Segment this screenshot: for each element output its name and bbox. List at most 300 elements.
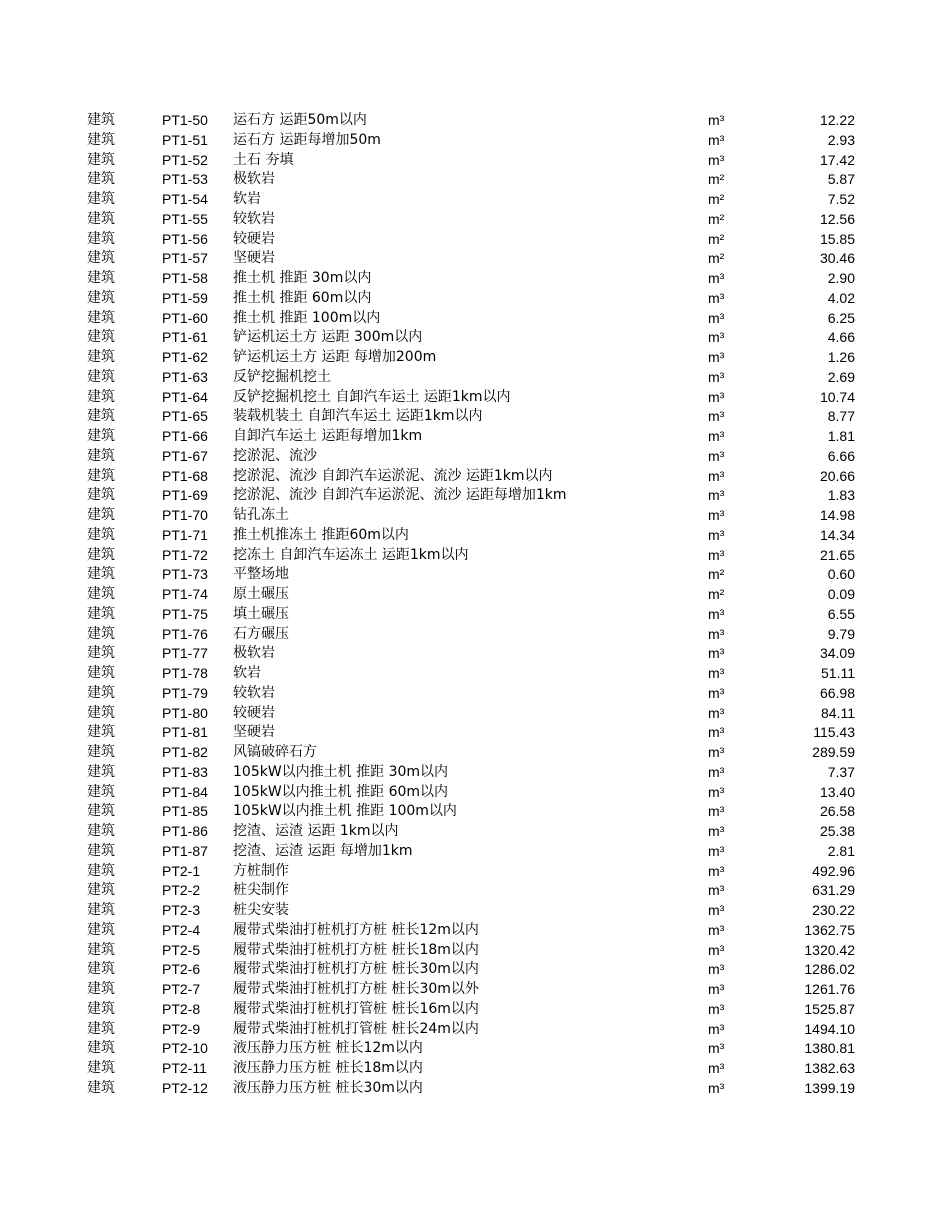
code-cell: PT2-12 [162, 1079, 208, 1096]
description-cell: 液压静力压方桩 桩长18m以内 [233, 1060, 423, 1076]
category-cell: 建筑 [87, 586, 115, 602]
table-row [0, 407, 950, 427]
price-cell: 12.56 [819, 210, 855, 227]
description-cell: 液压静力压方桩 桩长30m以内 [233, 1079, 423, 1096]
category-cell: 建筑 [87, 921, 115, 938]
table-row [0, 941, 950, 961]
table-row [0, 309, 950, 329]
code-cell: PT1-74 [162, 586, 208, 602]
code-cell: PT1-66 [162, 428, 208, 444]
code-cell: PT2-3 [162, 902, 201, 918]
unit-cell: m³ [708, 408, 725, 425]
unit-cell: m³ [708, 921, 725, 938]
description-cell: 软岩 [233, 191, 261, 207]
description-cell: 桩尖制作 [233, 882, 289, 899]
description-cell: 坚硬岩 [233, 724, 275, 741]
category-cell: 建筑 [87, 447, 115, 464]
category-cell: 建筑 [87, 981, 115, 997]
code-cell: PT2-2 [162, 882, 201, 899]
description-cell: 极软岩 [233, 645, 275, 662]
code-cell: PT1-51 [162, 131, 208, 148]
unit-cell: m³ [708, 546, 725, 563]
category-cell: 建筑 [87, 151, 115, 168]
description-cell: 反铲挖掘机挖土 [233, 368, 331, 385]
unit-cell: m³ [708, 526, 725, 543]
price-cell: 7.52 [827, 191, 855, 207]
table-row [0, 625, 950, 645]
category-cell: 建筑 [87, 704, 115, 721]
description-cell: 极软岩 [233, 171, 275, 188]
price-cell: 1380.81 [804, 1040, 855, 1057]
description-cell: 挖淤泥、流沙 [233, 447, 317, 464]
table-row [0, 664, 950, 684]
price-cell: 1362.75 [804, 921, 855, 938]
price-cell: 12.22 [819, 112, 855, 128]
table-row [0, 802, 950, 822]
unit-cell: m³ [708, 665, 725, 681]
table-row [0, 526, 950, 546]
table-row [0, 822, 950, 842]
table-row [0, 210, 950, 230]
code-cell: PT1-77 [162, 645, 208, 662]
category-cell: 建筑 [87, 289, 115, 306]
price-cell: 230.22 [812, 902, 855, 918]
unit-cell: m³ [708, 151, 725, 168]
table-row [0, 328, 950, 348]
unit-cell: m³ [708, 1060, 725, 1076]
table-row [0, 1020, 950, 1040]
unit-cell: m³ [708, 112, 725, 128]
table-row [0, 131, 950, 151]
description-cell: 105kW以内推土机 推距 30m以内 [233, 763, 449, 780]
price-cell: 1286.02 [804, 961, 855, 978]
unit-cell: m³ [708, 803, 725, 820]
table-row [0, 1059, 950, 1079]
category-cell: 建筑 [87, 349, 115, 365]
price-cell: 0.09 [827, 586, 855, 602]
description-cell: 反铲挖掘机挖土 自卸汽车运土 运距1km以内 [233, 388, 511, 405]
code-cell: PT1-84 [162, 783, 208, 800]
price-cell: 631.29 [812, 882, 855, 899]
table-row [0, 506, 950, 526]
category-cell: 建筑 [87, 645, 115, 662]
description-cell: 较软岩 [233, 210, 275, 227]
code-cell: PT1-76 [162, 625, 208, 642]
description-cell: 较软岩 [233, 684, 275, 701]
description-cell: 推土机 推距 60m以内 [233, 289, 372, 306]
table-row [0, 111, 950, 131]
description-cell: 液压静力压方桩 桩长12m以内 [233, 1040, 423, 1057]
category-cell: 建筑 [87, 270, 115, 286]
table-row [0, 684, 950, 704]
description-cell: 运石方 运距每增加50m [233, 131, 381, 148]
price-cell: 1261.76 [804, 981, 855, 997]
unit-cell: m³ [708, 625, 725, 642]
table-row [0, 447, 950, 467]
category-cell: 建筑 [87, 803, 115, 820]
code-cell: PT1-54 [162, 191, 208, 207]
category-cell: 建筑 [87, 783, 115, 800]
code-cell: PT1-68 [162, 467, 208, 484]
unit-cell: m³ [708, 882, 725, 899]
description-cell: 土石 夯填 [233, 151, 294, 168]
code-cell: PT2-11 [162, 1060, 207, 1076]
unit-cell: m² [708, 230, 725, 247]
code-cell: PT1-82 [162, 744, 208, 760]
table-row [0, 348, 950, 368]
price-cell: 34.09 [819, 645, 855, 662]
unit-cell: m³ [708, 467, 725, 484]
category-cell: 建筑 [87, 1000, 115, 1017]
price-cell: 7.37 [827, 763, 855, 780]
code-cell: PT1-59 [162, 289, 208, 306]
price-cell: 13.40 [819, 783, 855, 800]
unit-cell: m² [708, 250, 725, 267]
table-row [0, 644, 950, 664]
unit-cell: m² [708, 210, 725, 227]
unit-cell: m³ [708, 388, 725, 405]
unit-cell: m³ [708, 763, 725, 780]
unit-cell: m³ [708, 862, 725, 879]
category-cell: 建筑 [87, 1040, 115, 1057]
unit-cell: m³ [708, 368, 725, 385]
description-cell: 履带式柴油打桩机打管桩 桩长24m以内 [233, 1020, 479, 1037]
code-cell: PT1-86 [162, 823, 208, 839]
category-cell: 建筑 [87, 842, 115, 859]
price-cell: 2.90 [827, 270, 855, 286]
unit-cell: m³ [708, 605, 725, 622]
table-row [0, 565, 950, 585]
unit-cell: m² [708, 191, 725, 207]
unit-cell: m³ [708, 684, 725, 701]
unit-cell: m³ [708, 131, 725, 148]
description-cell: 较硬岩 [233, 230, 275, 247]
code-cell: PT2-9 [162, 1020, 201, 1037]
description-cell: 原土碾压 [233, 586, 289, 602]
unit-cell: m³ [708, 1079, 725, 1096]
price-cell: 10.74 [819, 388, 855, 405]
code-cell: PT2-8 [162, 1000, 201, 1017]
category-cell: 建筑 [87, 191, 115, 207]
price-cell: 2.93 [827, 131, 855, 148]
category-cell: 建筑 [87, 665, 115, 681]
price-cell: 6.55 [827, 605, 855, 622]
table-row [0, 1000, 950, 1020]
price-cell: 15.85 [819, 230, 855, 247]
table-row [0, 1079, 950, 1099]
unit-cell: m³ [708, 349, 725, 365]
table-row [0, 368, 950, 388]
code-cell: PT1-69 [162, 487, 208, 504]
price-cell: 1399.19 [804, 1079, 855, 1096]
description-cell: 挖冻土 自卸汽车运冻土 运距1km以内 [233, 546, 469, 563]
table-row [0, 427, 950, 447]
description-cell: 桩尖安装 [233, 902, 289, 918]
category-cell: 建筑 [87, 329, 115, 346]
price-cell: 14.98 [819, 507, 855, 523]
unit-cell: m³ [708, 961, 725, 978]
price-cell: 51.11 [821, 665, 855, 681]
category-cell: 建筑 [87, 961, 115, 978]
category-cell: 建筑 [87, 605, 115, 622]
code-cell: PT1-81 [162, 724, 208, 741]
price-cell: 2.81 [827, 842, 855, 859]
table-row [0, 743, 950, 763]
unit-cell: m³ [708, 329, 725, 346]
description-cell: 履带式柴油打桩机打方桩 桩长18m以内 [233, 941, 479, 958]
price-table [0, 111, 950, 1099]
code-cell: PT1-56 [162, 230, 208, 247]
description-cell: 推土机 推距 100m以内 [233, 309, 381, 326]
code-cell: PT1-63 [162, 368, 208, 385]
price-cell: 4.02 [827, 289, 855, 306]
description-cell: 坚硬岩 [233, 250, 275, 267]
price-cell: 6.66 [827, 447, 855, 464]
price-cell: 1320.42 [804, 941, 855, 958]
unit-cell: m³ [708, 902, 725, 918]
description-cell: 挖渣、运渣 运距 每增加1km [233, 842, 413, 859]
code-cell: PT1-87 [162, 842, 208, 859]
code-cell: PT1-62 [162, 349, 208, 365]
category-cell: 建筑 [87, 210, 115, 227]
category-cell: 建筑 [87, 131, 115, 148]
category-cell: 建筑 [87, 625, 115, 642]
table-row [0, 230, 950, 250]
category-cell: 建筑 [87, 882, 115, 899]
description-cell: 钻孔冻土 [233, 507, 289, 523]
unit-cell: m³ [708, 447, 725, 464]
unit-cell: m³ [708, 941, 725, 958]
category-cell: 建筑 [87, 428, 115, 444]
category-cell: 建筑 [87, 1060, 115, 1076]
code-cell: PT1-83 [162, 763, 208, 780]
price-cell: 2.69 [827, 368, 855, 385]
description-cell: 105kW以内推土机 推距 60m以内 [233, 783, 449, 800]
price-cell: 14.34 [819, 526, 855, 543]
code-cell: PT1-67 [162, 447, 208, 464]
code-cell: PT1-73 [162, 566, 208, 583]
price-cell: 1.83 [827, 487, 855, 504]
price-cell: 0.60 [827, 566, 855, 583]
code-cell: PT1-79 [162, 684, 208, 701]
unit-cell: m³ [708, 428, 725, 444]
table-row [0, 901, 950, 921]
price-cell: 6.25 [827, 309, 855, 326]
code-cell: PT2-10 [162, 1040, 208, 1057]
price-cell: 4.66 [827, 329, 855, 346]
unit-cell: m³ [708, 507, 725, 523]
category-cell: 建筑 [87, 1079, 115, 1096]
price-cell: 1382.63 [804, 1060, 855, 1076]
price-cell: 1.81 [827, 428, 855, 444]
table-row [0, 170, 950, 190]
category-cell: 建筑 [87, 112, 115, 128]
price-cell: 289.59 [812, 744, 855, 760]
table-row [0, 151, 950, 171]
table-row [0, 1039, 950, 1059]
price-cell: 1.26 [827, 349, 855, 365]
category-cell: 建筑 [87, 902, 115, 918]
code-cell: PT2-7 [162, 981, 201, 997]
code-cell: PT1-57 [162, 250, 208, 267]
table-row [0, 723, 950, 743]
table-row [0, 862, 950, 882]
table-row [0, 842, 950, 862]
table-row [0, 190, 950, 210]
unit-cell: m³ [708, 289, 725, 306]
price-cell: 66.98 [819, 684, 855, 701]
category-cell: 建筑 [87, 823, 115, 839]
description-cell: 履带式柴油打桩机打管桩 桩长16m以内 [233, 1000, 479, 1017]
unit-cell: m³ [708, 823, 725, 839]
unit-cell: m³ [708, 783, 725, 800]
code-cell: PT2-5 [162, 941, 201, 958]
category-cell: 建筑 [87, 507, 115, 523]
description-cell: 铲运机运土方 运距 300m以内 [233, 329, 423, 346]
price-cell: 9.79 [827, 625, 855, 642]
category-cell: 建筑 [87, 1020, 115, 1037]
code-cell: PT1-78 [162, 665, 208, 681]
price-cell: 20.66 [819, 467, 855, 484]
price-cell: 17.42 [819, 151, 855, 168]
description-cell: 软岩 [233, 665, 261, 681]
code-cell: PT1-55 [162, 210, 208, 227]
unit-cell: m² [708, 171, 725, 188]
unit-cell: m² [708, 586, 725, 602]
category-cell: 建筑 [87, 467, 115, 484]
table-row [0, 388, 950, 408]
category-cell: 建筑 [87, 526, 115, 543]
code-cell: PT1-58 [162, 270, 208, 286]
description-cell: 105kW以内推土机 推距 100m以内 [233, 803, 457, 820]
price-cell: 25.38 [819, 823, 855, 839]
description-cell: 挖淤泥、流沙 自卸汽车运淤泥、流沙 运距每增加1km [233, 487, 567, 504]
category-cell: 建筑 [87, 408, 115, 425]
price-cell: 30.46 [819, 250, 855, 267]
unit-cell: m³ [708, 309, 725, 326]
category-cell: 建筑 [87, 388, 115, 405]
category-cell: 建筑 [87, 487, 115, 504]
price-cell: 8.77 [827, 408, 855, 425]
description-cell: 履带式柴油打桩机打方桩 桩长12m以内 [233, 921, 479, 938]
price-cell: 84.11 [821, 704, 855, 721]
description-cell: 风镐破碎石方 [233, 744, 317, 760]
price-cell: 26.58 [819, 803, 855, 820]
category-cell: 建筑 [87, 763, 115, 780]
category-cell: 建筑 [87, 230, 115, 247]
code-cell: PT1-70 [162, 507, 208, 523]
table-row [0, 980, 950, 1000]
code-cell: PT2-4 [162, 921, 201, 938]
unit-cell: m³ [708, 645, 725, 662]
description-cell: 履带式柴油打桩机打方桩 桩长30m以外 [233, 981, 479, 997]
table-row [0, 486, 950, 506]
description-cell: 履带式柴油打桩机打方桩 桩长30m以内 [233, 961, 479, 978]
table-row [0, 289, 950, 309]
category-cell: 建筑 [87, 684, 115, 701]
category-cell: 建筑 [87, 744, 115, 760]
unit-cell: m³ [708, 487, 725, 504]
code-cell: PT1-75 [162, 605, 208, 622]
category-cell: 建筑 [87, 250, 115, 267]
unit-cell: m³ [708, 1040, 725, 1057]
description-cell: 推土机推冻土 推距60m以内 [233, 526, 409, 543]
price-cell: 1494.10 [804, 1020, 855, 1037]
category-cell: 建筑 [87, 309, 115, 326]
table-row [0, 585, 950, 605]
table-row [0, 605, 950, 625]
table-row [0, 704, 950, 724]
description-cell: 装载机装土 自卸汽车运土 运距1km以内 [233, 408, 483, 425]
description-cell: 挖淤泥、流沙 自卸汽车运淤泥、流沙 运距1km以内 [233, 467, 553, 484]
description-cell: 较硬岩 [233, 704, 275, 721]
description-cell: 填土碾压 [233, 605, 289, 622]
price-cell: 5.87 [827, 171, 855, 188]
table-row [0, 546, 950, 566]
unit-cell: m³ [708, 1000, 725, 1017]
price-cell: 492.96 [812, 862, 855, 879]
code-cell: PT1-80 [162, 704, 208, 721]
category-cell: 建筑 [87, 566, 115, 583]
category-cell: 建筑 [87, 368, 115, 385]
table-row [0, 269, 950, 289]
unit-cell: m³ [708, 1020, 725, 1037]
unit-cell: m² [708, 566, 725, 583]
unit-cell: m³ [708, 270, 725, 286]
unit-cell: m³ [708, 744, 725, 760]
table-row [0, 921, 950, 941]
unit-cell: m³ [708, 704, 725, 721]
description-cell: 方桩制作 [233, 862, 289, 879]
table-row [0, 881, 950, 901]
price-cell: 1525.87 [804, 1000, 855, 1017]
code-cell: PT2-6 [162, 961, 201, 978]
description-cell: 运石方 运距50m以内 [233, 112, 367, 128]
description-cell: 石方碾压 [233, 625, 289, 642]
table-row [0, 467, 950, 487]
description-cell: 铲运机运土方 运距 每增加200m [233, 349, 437, 365]
code-cell: PT1-64 [162, 388, 208, 405]
table-row [0, 783, 950, 803]
code-cell: PT1-52 [162, 151, 208, 168]
code-cell: PT1-53 [162, 171, 208, 188]
description-cell: 自卸汽车运土 运距每增加1km [233, 428, 423, 444]
code-cell: PT1-50 [162, 112, 208, 128]
code-cell: PT1-61 [162, 329, 208, 346]
description-cell: 平整场地 [233, 566, 289, 583]
table-row [0, 960, 950, 980]
description-cell: 推土机 推距 30m以内 [233, 270, 372, 286]
code-cell: PT1-72 [162, 546, 208, 563]
unit-cell: m³ [708, 981, 725, 997]
table-row [0, 763, 950, 783]
table-row [0, 249, 950, 269]
code-cell: PT1-85 [162, 803, 208, 820]
category-cell: 建筑 [87, 941, 115, 958]
code-cell: PT1-65 [162, 408, 208, 425]
price-cell: 21.65 [819, 546, 855, 563]
category-cell: 建筑 [87, 546, 115, 563]
unit-cell: m³ [708, 842, 725, 859]
code-cell: PT2-1 [162, 862, 201, 879]
description-cell: 挖渣、运渣 运距 1km以内 [233, 823, 399, 839]
category-cell: 建筑 [87, 171, 115, 188]
category-cell: 建筑 [87, 862, 115, 879]
category-cell: 建筑 [87, 724, 115, 741]
price-cell: 115.43 [813, 724, 855, 741]
code-cell: PT1-60 [162, 309, 208, 326]
unit-cell: m³ [708, 724, 725, 741]
